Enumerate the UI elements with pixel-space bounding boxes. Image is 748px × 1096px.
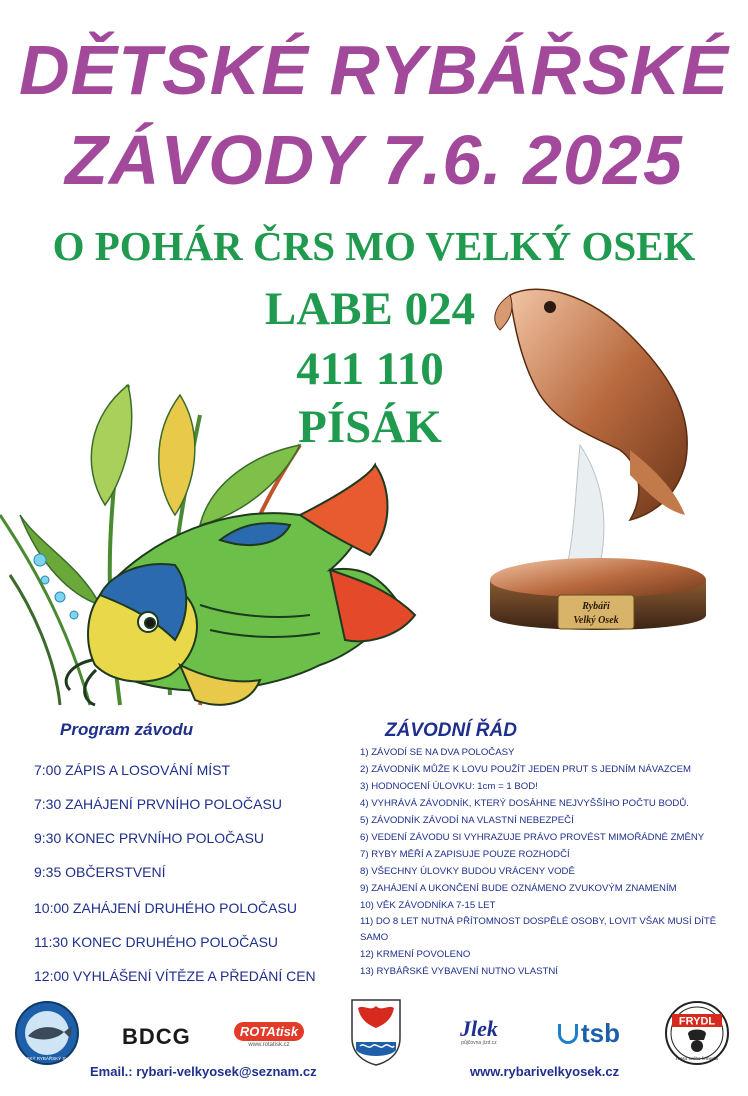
jlek-subtitle: půjčovna jízd.cz xyxy=(461,1040,497,1046)
rotatisk-name: ROTAtisk xyxy=(234,1022,304,1041)
rule-item: 1) ZÁVODÍ SE NA DVA POLOČASY xyxy=(360,747,515,758)
rule-item: 3) HODNOCENÍ ÚLOVKU: 1cm = 1 BOD! xyxy=(360,781,538,792)
location-name: PÍSÁK xyxy=(298,401,442,453)
river-number: 411 110 xyxy=(296,343,444,395)
rule-item: 5) ZÁVODNÍK ZÁVODÍ NA VLASTNÍ NEBEZPEČÍ xyxy=(360,815,574,826)
tsb-mark-icon xyxy=(558,1024,578,1044)
website-link[interactable]: www.rybarivelkyosek.cz xyxy=(470,1064,620,1079)
trophy-illustration xyxy=(480,275,715,655)
velky-osek-coat-of-arms xyxy=(350,998,402,1066)
program-item: 10:00 ZAHÁJENÍ DRUHÉHO POLOČASU xyxy=(34,900,297,916)
program-item: 9:35 OBČERSTVENÍ xyxy=(34,864,166,880)
rules-title: ZÁVODNÍ ŘÁD xyxy=(385,720,517,741)
rules-list xyxy=(360,744,740,980)
rule-item: 2) ZÁVODNÍK MŮŽE K LOVU POUŽÍT JEDEN PRUT S JEDNÍM NÁVAZCEM xyxy=(360,764,692,775)
program-item: 12:00 VYHLÁŠENÍ VÍTĚZE A PŘEDÁNÍ CEN xyxy=(34,968,316,984)
rotatisk-logo xyxy=(234,1022,304,1048)
frydl-logo xyxy=(664,1000,730,1066)
rule-item: 7) RYBY MĚŘÍ A ZAPISUJE POUZE ROZHODČÍ xyxy=(360,849,570,860)
rule-item: 13) RYBÁŘSKÉ VYBAVENÍ NUTNO VLASTNÍ xyxy=(360,966,558,977)
tsb-name: tsb xyxy=(581,1018,620,1048)
rule-item: 10) VĚK ZÁVODNÍKA 7-15 LET xyxy=(360,900,496,911)
chef-icon xyxy=(688,1030,706,1041)
contact-email[interactable]: Email.: rybari-velkyosek@seznam.cz xyxy=(90,1064,317,1079)
program-title: Program závodu xyxy=(60,720,194,739)
rotatisk-url: www.rotatisk.cz xyxy=(248,1042,290,1048)
frydl-name: FRYDL xyxy=(678,1015,716,1028)
program-item: 7:30 ZAHÁJENÍ PRVNÍHO POLOČASU xyxy=(34,796,282,812)
frydl-subtitle: maso svého řemesla xyxy=(676,1056,718,1061)
rule-item: 9) ZAHÁJENÍ A UKONČENÍ BUDE OZNÁMENO ZVUKOVÝM ZNAMENÍM xyxy=(360,883,677,894)
cup-subtitle: O POHÁR ČRS MO VELKÝ OSEK xyxy=(52,223,696,269)
carp-illustration xyxy=(0,375,430,720)
rule-item: 11) DO 8 LET NUTNÁ PŘÍTOMNOST DOSPĚLÉ OSOBY, LOVIT VŠAK MUSÍ DÍTĚ SAMO xyxy=(360,916,717,943)
jlek-logo xyxy=(444,1018,514,1046)
poster-title-line-2: ZÁVODY 7.6. 2025 xyxy=(65,121,683,199)
tsb-logo xyxy=(558,1018,620,1049)
bronze-fish-trophy-icon xyxy=(495,289,687,578)
river-name: LABE 024 xyxy=(264,283,476,335)
rule-item: 6) VEDENÍ ZÁVODU SI VYHRAZUJE PRÁVO PROVÉST MIMOŘÁDNÉ ZMĚNY xyxy=(360,832,705,843)
rule-item: 4) VYHRÁVÁ ZÁVODNÍK, KTERÝ DOSÁHNE NEJVYŠŠÍHO POČTU BODŮ. xyxy=(360,798,689,809)
plaque-line-1: Rybáři xyxy=(582,601,610,612)
trophy-base-icon xyxy=(490,558,706,630)
jlek-name: Jlek xyxy=(460,1016,498,1041)
program-item: 9:30 KONEC PRVNÍHO POLOČASU xyxy=(34,830,265,846)
plaque-line-2: Velký Osek xyxy=(573,615,619,626)
poster-title-line-1: DĚTSKÉ RYBÁŘSKÉ xyxy=(19,31,729,109)
bdcg-logo: BDCG xyxy=(122,1024,191,1049)
rule-item: 8) VŠECHNY ÚLOVKY BUDOU VRÁCENY VODĚ xyxy=(360,866,575,877)
program-item: 11:30 KONEC DRUHÉHO POLOČASU xyxy=(34,934,279,950)
crs-logo xyxy=(14,1000,80,1066)
rule-item: 12) KRMENÍ POVOLENO xyxy=(360,949,471,960)
program-item: 7:00 ZÁPIS A LOSOVÁNÍ MÍST xyxy=(34,762,231,778)
crs-logo-text: ČESKÝ RYBÁŘSKÝ SVAZ xyxy=(20,1056,74,1061)
